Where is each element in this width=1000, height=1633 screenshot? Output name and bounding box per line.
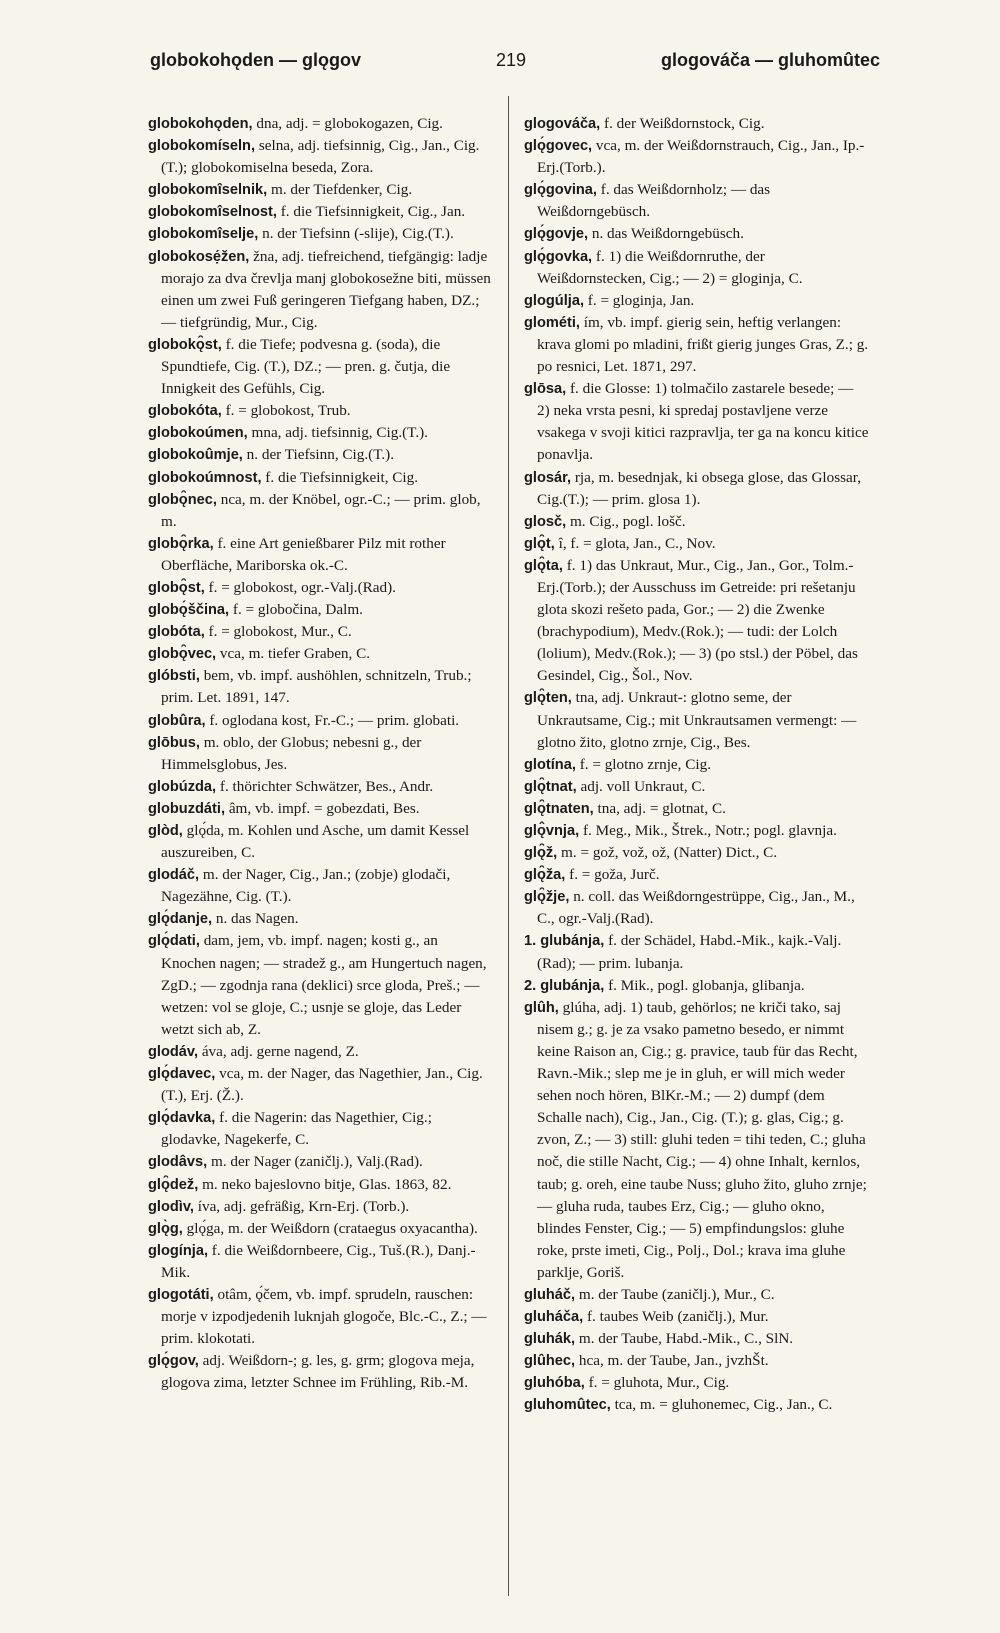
entry-headword: glotína, [524, 756, 576, 773]
right-column [524, 113, 869, 1417]
dictionary-entry [524, 864, 869, 886]
entry-headword: globokosẹ́žen, [148, 248, 250, 265]
entry-headword: glōsa, [524, 381, 567, 398]
entry-definition: f. = globokost, Mur., C. [204, 623, 352, 641]
entry-headword: gluhomûtec, [524, 1397, 611, 1414]
dictionary-entry [148, 1240, 493, 1284]
entry-definition: m. der Nager, Cig., Jan.; (zobje) glodači, Nagezähne, Cig. (T.). [161, 866, 451, 906]
entry-headword: glǫ́govka, [524, 248, 593, 265]
entry-definition: f. = globokost, ogr.-Valj.(Rad). [204, 578, 396, 596]
entry-definition: n. das Weißdorngebüsch. [588, 225, 744, 243]
entry-headword: gluhák, [524, 1331, 576, 1348]
entry-definition: m. Cig., pogl. lošč. [566, 512, 686, 530]
dictionary-entry [148, 135, 493, 179]
dictionary-entry [148, 422, 493, 444]
dictionary-entry [148, 1063, 493, 1107]
entry-definition: f. eine Art genießbarer Pilz mit rother Oberfläche, Mariborska ok.-C. [161, 534, 446, 574]
entry-headword: globǫ́ščina, [148, 602, 230, 619]
dictionary-entry [148, 334, 493, 400]
entry-definition: f. Mik., pogl. globanja, glibanja. [604, 976, 805, 994]
dictionary-entry [148, 820, 493, 864]
entry-definition: íva, adj. gefräßig, Krn-Erj. (Torb.). [193, 1197, 410, 1215]
entry-definition: f. = gluhota, Mur., Cig. [584, 1374, 730, 1392]
entry-headword: glogováča, [524, 116, 601, 132]
entry-headword: globuzdáti, [148, 800, 226, 817]
dictionary-entry [148, 732, 493, 776]
entry-definition: f. = glotno zrnje, Cig. [575, 755, 711, 773]
entry-headword: glogotáti, [148, 1286, 214, 1303]
entry-definition: f. die Weißdornbeere, Cig., Tuš.(R.), Danj.-Mik. [161, 1241, 476, 1281]
entry-definition: žna, adj. tiefreichend, tiefgängig: ladje morajo za dva črevlja manj globokosežne biti, müssen einen um zwei Fuß geringeren Tiefgang haben, DZ.; — tiefgründig, Mur., Cig. [161, 247, 491, 331]
entry-headword: glǫ̑žje, [524, 889, 570, 906]
entry-definition: f. oglodana kost, Fr.-C.; — prim. globati. [205, 711, 460, 729]
entry-headword: globokoúmnost, [148, 469, 262, 486]
entry-headword: glǫ́danje, [148, 911, 213, 928]
entry-definition: f. die Glosse: 1) tolmačilo zastarele besede; — 2) neka vrsta pesni, ki spredaj postavljene verze vsakega v svoji kitici razpravlja, ter ga na koncu kitice ponavlja. [537, 380, 869, 464]
entry-definition: glǫ́da, m. Kohlen und Asche, um damit Kessel auszureiben, C. [161, 822, 470, 862]
entry-headword: glométi, [524, 314, 580, 331]
entry-definition: m. der Taube (zaničlj.), Mur., C. [575, 1285, 775, 1303]
entry-definition: f. die Nagerin: das Nagethier, Cig.; glodavke, Nagekerfe, C. [161, 1109, 432, 1149]
entry-headword: glûhec, [524, 1353, 576, 1370]
page-header [150, 50, 880, 71]
entry-definition: m. der Taube, Habd.-Mik., C., SlN. [575, 1330, 794, 1348]
dictionary-entry [524, 975, 869, 997]
entry-headword: globúzda, [148, 778, 217, 795]
entry-headword: globǫ̑rka, [148, 535, 214, 552]
dictionary-entry [148, 930, 493, 1040]
entry-definition: dna, adj. = globokogazen, Cig. [252, 115, 443, 132]
dictionary-entry [524, 1328, 869, 1350]
entry-definition: âm, vb. impf. = gobezdati, Bes. [225, 799, 420, 817]
entry-definition: glúha, adj. 1) taub, gehörlos; ne kriči tako, saj nisem g.; g. je za vsako pametno besedo, er nimmt keine Raison an, Cig.; g. pravice, taub für das Recht, Ravn.-Mik.; slep me je in gluh, er will mich weder sehen noch hören, BlKr.-M.; — 2) dumpf (dem Schalle nach), Cig., Jan., Cig. (T.); g. glas, Cig.; g. zvon, Z.; — 3) still: gluhi teden = tihi teden, C.; gluha noč, die stille Nacht, Cig.; — 4) ohne Inhalt, kernlos, taub; g. oreh, eine taube Nuss; gluho žito, gluho zrnje; — gluha ruda, taubes Erz, Cig.; — gluho okno, blindes Fenster, Cig.; — 5) empfindungslos: gluhe roke, prste imeti, Cig., Polj., Dol.; krava ima gluhe parklje, Goriš. [537, 998, 867, 1281]
entry-headword: 1. glubánja, [524, 933, 605, 950]
dictionary-entry [524, 511, 869, 533]
entry-headword: glǫ́govec, [524, 138, 593, 155]
entry-headword: glǫ́davka, [148, 1110, 216, 1127]
dictionary-entry [148, 1218, 493, 1240]
dictionary-entry [148, 1041, 493, 1063]
entry-headword: glodâvs, [148, 1154, 208, 1171]
entry-definition: m. = gož, vož, ož, (Natter) Dict., C. [557, 844, 778, 862]
entry-headword: globokomîselnik, [148, 182, 268, 199]
dictionary-entry [524, 312, 869, 378]
dictionary-entry [524, 997, 869, 1284]
entry-headword: glòd, [148, 823, 183, 839]
page-number: 219 [495, 50, 526, 70]
dictionary-entry [148, 577, 493, 599]
entry-headword: globokoûmje, [148, 447, 243, 464]
entry-definition: f. die Tiefsinnigkeit, Cig., Jan. [276, 203, 466, 221]
dictionary-entry [524, 1372, 869, 1394]
entry-definition: f. = globokost, Trub. [221, 402, 351, 420]
dictionary-entry [148, 1350, 493, 1394]
dictionary-entry [524, 179, 869, 223]
dictionary-entry [148, 489, 493, 533]
entry-definition: f. 1) das Unkraut, Mur., Cig., Jan., Gor., Tolm.-Erj.(Torb.); der Ausschuss im Getreide: pri rešetanju glota skozi rešeto pada, Gor.; — 2) die Zwenke (brachypodium), Medv.(Rok.); — tudi: der Lolch (lolium), Medv.(Rok.); — 3) (po stsl.) der Pöbel, das Gesindel, Cig., Šol., Nov. [537, 556, 858, 685]
entry-headword: glogínja, [148, 1242, 208, 1259]
dictionary-entry [148, 1284, 493, 1350]
entry-definition: n. der Tiefsinn (-slije), Cig.(T.). [258, 225, 454, 243]
entry-headword: globokomíseln, [148, 138, 256, 155]
entry-definition: î, f. = glota, Jan., C., Nov. [554, 534, 716, 552]
entry-definition: selna, adj. tiefsinnig, Cig., Jan., Cig.(T.); globokomiselna beseda, Zora. [161, 137, 480, 177]
entry-definition: vca, m. tiefer Graben, C. [216, 645, 371, 663]
dictionary-entry [524, 113, 869, 135]
dictionary-entry [148, 1196, 493, 1218]
dictionary-entry [524, 687, 869, 753]
dictionary-entry [524, 886, 869, 930]
dictionary-entry [148, 1151, 493, 1173]
entry-headword: glodáv, [148, 1043, 199, 1060]
header-right-guideword: glogováča — gluhomûtec [660, 50, 880, 70]
entry-headword: globǫ̑vec, [148, 646, 217, 663]
entry-headword: gluháča, [524, 1309, 584, 1326]
entry-headword: glǫ̑tnat, [524, 778, 577, 795]
entry-definition: f. 1) die Weißdornruthe, der Weißdornstecken, Cig.; — 2) = gloginja, C. [537, 247, 803, 287]
entry-headword: glǫ̑dež, [148, 1176, 199, 1193]
entry-headword: glǫ́govje, [524, 226, 589, 243]
entry-headword: globǫ̑st, [148, 579, 205, 596]
entry-definition: f. Meg., Mik., Štrek., Notr.; pogl. glavnja. [579, 822, 837, 839]
entry-headword: gluhóba, [524, 1375, 585, 1392]
header-left-guideword: globokohǫden — glǫgov [150, 50, 361, 70]
entry-definition: glǫ́ga, m. der Weißdorn (crataegus oxyacantha). [182, 1219, 478, 1237]
entry-headword: glûh, [524, 999, 559, 1016]
dictionary-entry [524, 1306, 869, 1328]
dictionary-entry [524, 776, 869, 798]
dictionary-entry [148, 246, 493, 334]
entry-definition: m. neko bajeslovno bitje, Glas. 1863, 82. [198, 1175, 452, 1193]
entry-definition: hca, m. der Taube, Jan., jvzhŠt. [575, 1352, 769, 1370]
dictionary-entry [148, 1174, 493, 1196]
entry-headword: 2. glubánja, [524, 977, 605, 994]
dictionary-entry [524, 1350, 869, 1372]
entry-definition: otâm, ǫ́čem, vb. impf. sprudeln, rauschen: morje v izpodjedenih luknjah glogoče, Blc.-C., Z.; — prim. klokotati. [161, 1285, 487, 1348]
dictionary-entry [148, 798, 493, 820]
dictionary-entry [148, 776, 493, 798]
entry-definition: f. das Weißdornholz; — das Weißdorngebüsch. [537, 181, 771, 221]
entry-definition: f. der Weißdornstock, Cig. [600, 115, 765, 132]
entry-headword: globokǫ̑st, [148, 336, 222, 353]
dictionary-entry [148, 908, 493, 930]
entry-definition: ím, vb. impf. gierig sein, heftig verlangen: krava glomi po mladini, frißt gierig junges Gras, Z.; g. po resnici, Let. 1871, 297. [537, 313, 869, 376]
dictionary-entry [148, 444, 493, 466]
dictionary-entry [148, 223, 493, 245]
dictionary-entry [524, 798, 869, 820]
entry-headword: glǫ̂vnja, [524, 823, 580, 839]
entry-headword: glogúlja, [524, 292, 584, 309]
entry-headword: globǫ̑nec, [148, 491, 217, 508]
entry-headword: glóbsti, [148, 668, 200, 685]
dictionary-entry [524, 1284, 869, 1306]
dictionary-entry [524, 223, 869, 245]
dictionary-entry [148, 864, 493, 908]
entry-definition: f. = globočina, Dalm. [229, 601, 363, 619]
dictionary-entry [148, 710, 493, 732]
entry-headword: glǫ̑tnaten, [524, 800, 594, 817]
dictionary-entry [148, 201, 493, 223]
entry-headword: glǫ̑ža, [524, 867, 566, 884]
dictionary-entry [524, 842, 869, 864]
dictionary-entry [524, 1394, 869, 1416]
entry-definition: rja, m. besednjak, ki obsega glose, das Glossar, Cig.(T.); — prim. glosa 1). [537, 468, 862, 508]
entry-definition: adj. Weißdorn-; g. les, g. grm; glogova meja, glogova zima, letzter Schnee im Frühling, Rib.-M. [161, 1352, 475, 1392]
entry-definition: vca, m. der Weißdornstrauch, Cig., Jan., Ip.-Erj.(Torb.). [537, 137, 865, 177]
dictionary-entry [148, 400, 493, 422]
dictionary-entry [148, 665, 493, 709]
entry-headword: glosč, [524, 513, 567, 530]
entry-headword: glǫ̑ž, [524, 845, 558, 862]
entry-definition: m. der Tiefdenker, Cig. [267, 181, 413, 199]
entry-definition: mna, adj. tiefsinnig, Cig.(T.). [247, 424, 428, 442]
entry-headword: globokoúmen, [148, 425, 248, 442]
dictionary-entry [524, 930, 869, 974]
entry-definition: tca, m. = gluhonemec, Cig., Jan., C. [610, 1396, 833, 1414]
entry-definition: áva, adj. gerne nagend, Z. [198, 1042, 359, 1060]
entry-definition: nca, m. der Knöbel, ogr.-C.; — prim. glob, m. [161, 490, 481, 530]
dictionary-entry [524, 533, 869, 555]
dictionary-entry [524, 467, 869, 511]
dictionary-entry [148, 1107, 493, 1151]
entry-definition: f. die Tiefe; podvesna g. (soda), die Spundtiefe, Cig. (T.), DZ.; — pren. g. čutja, die Innigkeit des Gefühls, Cig. [161, 335, 451, 398]
entry-definition: f. der Schädel, Habd.-Mik., kajk.-Valj.(Rad); — prim. lubanja. [537, 932, 842, 972]
entry-headword: glōbus, [148, 734, 200, 751]
entry-definition: f. = gloginja, Jan. [584, 291, 695, 309]
entry-headword: glǫ̑ten, [524, 690, 572, 707]
dictionary-entry [148, 113, 493, 135]
column-divider [508, 96, 509, 1596]
entry-definition: n. coll. das Weißdorngestrüppe, Cig., Jan., M., C., ogr.-Valj.(Rad). [537, 888, 855, 928]
entry-definition: f. = goža, Jurč. [565, 866, 660, 884]
dictionary-entry [524, 820, 869, 842]
entry-definition: f. die Tiefsinnigkeit, Cig. [261, 468, 419, 486]
entry-headword: globokóta, [148, 403, 222, 420]
entry-headword: glǫ́dati, [148, 933, 200, 950]
entry-headword: glǫ̑ta, [524, 557, 563, 574]
dictionary-entry [148, 533, 493, 577]
dictionary-entry [524, 555, 869, 688]
dictionary-entry [148, 467, 493, 489]
entry-definition: adj. voll Unkraut, C. [576, 777, 706, 795]
entry-definition: bem, vb. impf. aushöhlen, schnitzeln, Trub.; prim. Let. 1891, 147. [161, 667, 472, 707]
entry-definition: tna, adj. Unkraut-: glotno seme, der Unkrautsame, Cig.; mit Unkrautsamen vermengt: — glotno žito, glotno zrnje, Cig., Bes. [537, 689, 857, 751]
entry-definition: m. oblo, der Globus; nebesni g., der Himmelsglobus, Jes. [161, 733, 422, 773]
entry-definition: f. taubes Weib (zaničlj.), Mur. [583, 1308, 769, 1326]
entry-headword: globokohǫden, [148, 116, 253, 132]
dictionary-entry [524, 378, 869, 466]
entry-headword: glosár, [524, 469, 572, 486]
dictionary-entry [524, 290, 869, 312]
dictionary-entry [148, 179, 493, 201]
entry-headword: glǫ̑t, [524, 535, 555, 552]
entry-headword: glǫ́govina, [524, 182, 597, 199]
entry-headword: globokomîselje, [148, 226, 259, 243]
entry-headword: glodáč, [148, 867, 200, 884]
entry-definition: f. thörichter Schwätzer, Bes., Andr. [216, 777, 434, 795]
entry-headword: glǫ́gov, [148, 1353, 199, 1370]
entry-definition: n. das Nagen. [212, 910, 299, 928]
dictionary-entry [524, 246, 869, 290]
dictionary-entry [524, 754, 869, 776]
entry-headword: gluháč, [524, 1286, 576, 1303]
dictionary-entry [524, 135, 869, 179]
entry-definition: n. der Tiefsinn, Cig.(T.). [242, 446, 395, 464]
entry-definition: m. der Nager (zaničlj.), Valj.(Rad). [207, 1153, 423, 1171]
entry-headword: glǫ́davec, [148, 1066, 216, 1083]
dictionary-entry [148, 643, 493, 665]
entry-headword: glǫ̀g, [148, 1220, 183, 1237]
entry-definition: tna, adj. = glotnat, C. [593, 799, 726, 817]
entry-headword: globokomîselnost, [148, 204, 277, 221]
dictionary-entry [148, 621, 493, 643]
entry-definition: vca, m. der Nager, das Nagethier, Jan., Cig. (T.), Erj. (Ž.). [161, 1065, 483, 1105]
entry-headword: glodìv, [148, 1198, 194, 1215]
entry-definition: dam, jem, vb. impf. nagen; kosti g., an Knochen nagen; — stradež g., am Hungertuch nagen, ZgD.; — zgodnja rana (deklici) srce gloda, Preš.; — wetzen: vol se gloje, C.; usnje se gloje, das Leder wetzt sich ab, Z. [161, 932, 487, 1038]
entry-headword: globóta, [148, 624, 205, 641]
left-column [148, 113, 493, 1394]
dictionary-entry [148, 599, 493, 621]
entry-headword: globûra, [148, 712, 206, 729]
